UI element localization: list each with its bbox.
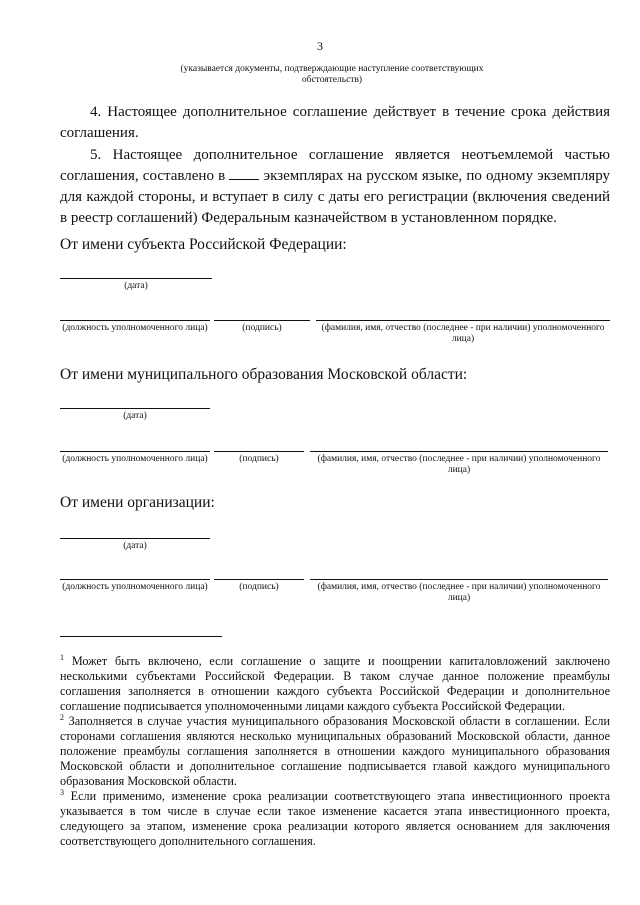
date-caption: (дата): [123, 411, 147, 421]
paragraph-4-text: 4. Настоящее дополнительное соглашение действует в течение срока действия соглашения.: [60, 104, 610, 141]
footnote-separator: [60, 636, 222, 637]
paragraph-5-text-start: 5. Настоящее дополнительное соглашение является неотъемлемой частью соглашения, составлено в: [60, 147, 610, 184]
footnote-mark: 3: [60, 787, 64, 797]
page-number: 3: [317, 39, 323, 53]
footnote-text: Если применимо, изменение срока реализации соответствующего этапа инвестиционного проекта указывается в том числе в случае если такое изменение касается этапа инвестиционного проекта, следующего за этапом, изменение срока реализации которого является основанием для заключения соответствующего дополнительного соглашения.: [60, 789, 611, 848]
date-line: [60, 278, 212, 279]
signature-line: [214, 320, 310, 321]
signature-caption: (подпись): [239, 454, 279, 464]
date-caption: (дата): [123, 541, 147, 551]
paragraph-5: [60, 145, 610, 229]
copies-blank: [229, 166, 259, 180]
footnote-1: [60, 654, 610, 714]
signature-block-title: От имени муниципального образования Московской области:: [60, 366, 468, 383]
paragraph-4: [60, 102, 610, 144]
name-line: [310, 451, 608, 452]
position-line: [60, 579, 210, 580]
position-line: [60, 451, 210, 452]
footnote-2: [60, 714, 610, 789]
signature-caption: (подпись): [239, 582, 279, 592]
position-caption: (должность уполномоченного лица): [62, 454, 208, 464]
footnotes: [60, 654, 610, 849]
position-line: [60, 320, 210, 321]
name-caption: (фамилия, имя, отчество (последнее - при наличии) уполномоченного лица): [321, 323, 605, 344]
signature-caption: (подпись): [242, 323, 282, 333]
name-line: [310, 579, 608, 580]
signature-line: [214, 579, 304, 580]
signature-block-title: От имени организации:: [60, 494, 215, 511]
footnote-3: [60, 789, 610, 849]
name-line: [316, 320, 610, 321]
footnote-mark: 2: [60, 712, 64, 722]
footnote-mark: 1: [60, 652, 64, 662]
date-line: [60, 408, 210, 409]
date-line: [60, 538, 210, 539]
date-caption: (дата): [124, 281, 148, 291]
paragraph-5-text-end: экземплярах на русском языке, по одному экземпляру для каждой стороны, и вступает в силу с даты его регистрации (включения сведений в реестр соглашений) Федеральным казначейством в установленном порядке.: [60, 168, 611, 226]
name-caption: (фамилия, имя, отчество (последнее - при наличии) уполномоченного лица): [317, 582, 601, 603]
signature-line: [214, 451, 304, 452]
position-caption: (должность уполномоченного лица): [62, 323, 208, 333]
top-note: (указывается документы, подтверждающие наступление соответствующих обстоятельств): [180, 64, 484, 85]
footnote-text: Может быть включено, если соглашение о защите и поощрении капиталовложений заключено несколькими субъектами Российской Федерации. В таком случае данное положение преамбулы соглашения заполняется в отношении каждого субъекта Российской Федерации и дополнительное соглашение подписывается уполномоченными лицами каждого субъекта Российской Федерации.: [60, 654, 610, 713]
position-caption: (должность уполномоченного лица): [62, 582, 208, 592]
footnote-text: Заполняется в случае участия муниципального образования Московской области в соглашении. Если сторонами соглашения являются несколько муниципальных образований Московской области, данное положение преамбулы соглашения заполняется в отношении каждого муниципального образования Московской области и дополнительное соглашение подписывается главой каждого муниципального образования Московской области.: [60, 714, 611, 788]
signature-block-title: От имени субъекта Российской Федерации:: [60, 236, 347, 253]
name-caption: (фамилия, имя, отчество (последнее - при наличии) уполномоченного лица): [317, 454, 601, 475]
